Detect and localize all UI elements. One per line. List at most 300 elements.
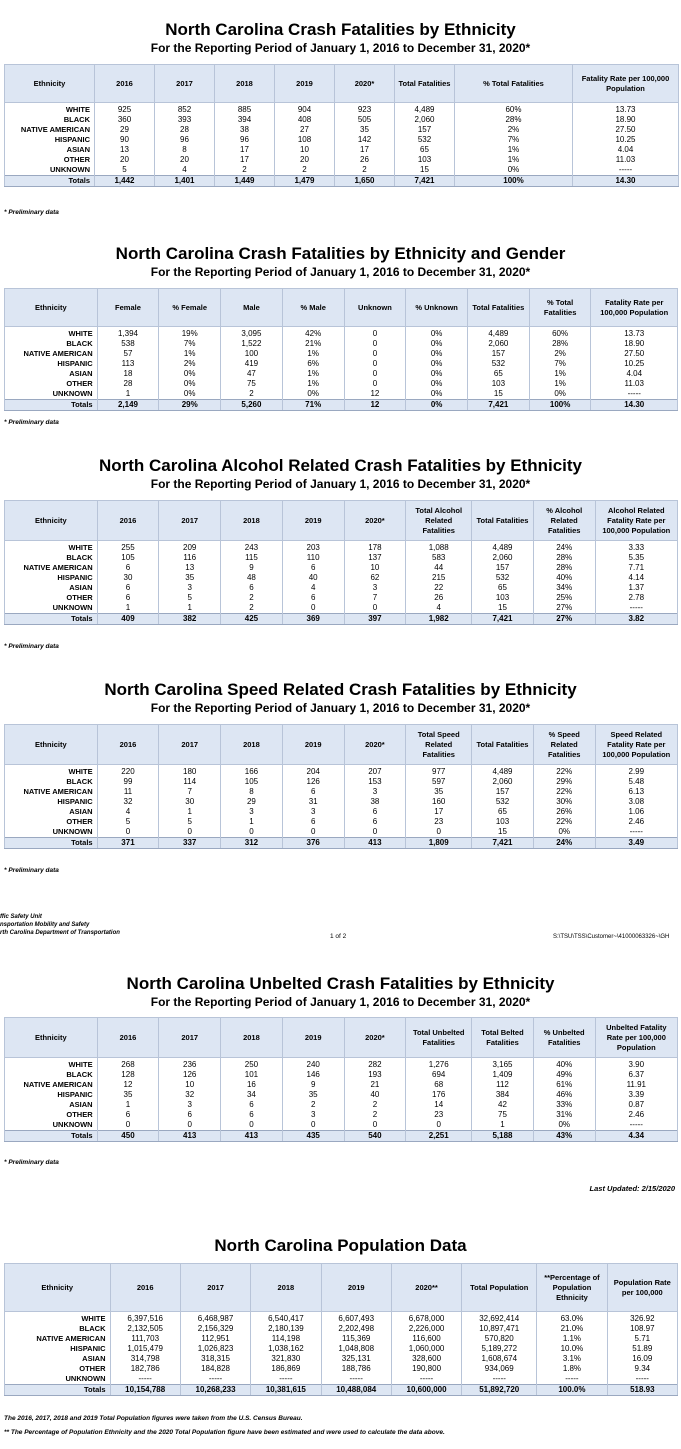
table-cell: 29% — [159, 400, 221, 411]
table-cell: 0 — [344, 1120, 406, 1131]
table-cell: 6,678,000 — [391, 1312, 461, 1325]
table-cell: 10,154,788 — [110, 1385, 180, 1396]
table-cell: 9 — [282, 1080, 344, 1090]
population-table — [4, 1263, 678, 1396]
table-cell: 2,149 — [97, 400, 159, 411]
table-cell: 904 — [275, 103, 335, 116]
table-cell: ----- — [591, 389, 678, 400]
table-cell: 7,421 — [472, 614, 534, 625]
table-cell: 325,131 — [321, 1354, 391, 1364]
table-cell: 2% — [529, 349, 591, 359]
table-cell: 0.87 — [595, 1100, 677, 1110]
table-cell: 6 — [97, 563, 159, 573]
table-cell: 49% — [533, 1070, 595, 1080]
preliminary-note: * Preliminary data — [4, 419, 59, 426]
table-cell: 0% — [406, 379, 468, 389]
table-cell: 116,600 — [391, 1334, 461, 1344]
table-cell: 318,315 — [180, 1354, 250, 1364]
table-cell: 10.25 — [591, 359, 678, 369]
table-row — [5, 563, 678, 573]
table-cell: 10.0% — [537, 1344, 607, 1354]
table-cell: 0 — [344, 327, 406, 340]
table-row — [5, 327, 678, 340]
table-cell: 9 — [221, 563, 283, 573]
table-cell: 32,692,414 — [462, 1312, 537, 1325]
column-header: Ethnicity — [5, 725, 98, 765]
table-cell: 28 — [155, 125, 215, 135]
table-cell: 7% — [529, 359, 591, 369]
table-row — [5, 1354, 678, 1364]
table-cell: 115,369 — [321, 1334, 391, 1344]
table-cell: 40% — [533, 1058, 595, 1071]
row-label: ASIAN — [5, 583, 98, 593]
table-cell: 9.34 — [607, 1364, 677, 1374]
table-cell: 0 — [97, 1120, 159, 1131]
table-row — [5, 593, 678, 603]
table-cell: 2,132,505 — [110, 1324, 180, 1334]
table-cell: 243 — [221, 541, 283, 554]
table-cell: 0 — [282, 1120, 344, 1131]
table-cell: 2 — [221, 389, 283, 400]
column-header: % Male — [282, 289, 344, 327]
table-cell: 35 — [159, 573, 221, 583]
row-label: HISPANIC — [5, 1090, 98, 1100]
crash-by-ethnicity-table — [4, 64, 679, 187]
table-cell: 44 — [406, 563, 472, 573]
column-header: Total Alcohol Related Fatalities — [406, 501, 472, 541]
table-cell: 5 — [159, 817, 221, 827]
table-cell: 7 — [159, 787, 221, 797]
table-cell: 1,276 — [406, 1058, 472, 1071]
table-cell: 207 — [344, 765, 406, 778]
table-cell: 0 — [344, 359, 406, 369]
table-cell: 47 — [221, 369, 283, 379]
column-header: 2017 — [159, 501, 221, 541]
row-label: UNKNOWN — [5, 1120, 98, 1131]
column-header: 2020* — [344, 725, 406, 765]
table-subtitle: For the Reporting Period of January 1, 2016 to December 31, 2020* — [150, 41, 531, 55]
table-cell: 11 — [97, 787, 159, 797]
table-cell: 7,421 — [395, 176, 455, 187]
table-cell: 5.35 — [595, 553, 677, 563]
table-cell: 505 — [335, 115, 395, 125]
table-cell: 5 — [97, 817, 159, 827]
table-title: North Carolina Alcohol Related Crash Fatalities by Ethnicity — [98, 456, 582, 475]
table-cell: 6 — [221, 1110, 283, 1120]
table-cell: 29% — [533, 777, 595, 787]
table-cell: ----- — [180, 1374, 250, 1385]
column-header: Ethnicity — [5, 289, 98, 327]
table-row — [5, 1364, 678, 1374]
column-header: Ethnicity — [5, 65, 95, 103]
table-cell: ----- — [573, 165, 679, 176]
table-subtitle: For the Reporting Period of January 1, 2016 to December 31, 2020* — [150, 265, 531, 279]
table-cell: 13.73 — [591, 327, 678, 340]
table-cell: 1,982 — [406, 614, 472, 625]
totals-row — [5, 1385, 678, 1396]
table-cell: 382 — [159, 614, 221, 625]
table-cell: 204 — [282, 765, 344, 778]
table-cell: 240 — [282, 1058, 344, 1071]
page-number: 1 of 2 — [330, 933, 347, 940]
table-cell: 12 — [97, 1080, 159, 1090]
column-header: Ethnicity — [5, 1018, 98, 1058]
table-cell: 100 — [221, 349, 283, 359]
column-header: **Percentage of Population Ethnicity — [537, 1264, 607, 1312]
table-cell: 328,600 — [391, 1354, 461, 1364]
totals-row — [5, 1131, 678, 1142]
column-header: 2020* — [335, 65, 395, 103]
section-crash-by-ethnicity — [0, 20, 681, 56]
table-cell: 1% — [159, 349, 221, 359]
table-cell: 6,468,987 — [180, 1312, 250, 1325]
row-label: Totals — [5, 176, 95, 187]
table-cell: 63.0% — [537, 1312, 607, 1325]
table-cell: 409 — [97, 614, 159, 625]
table-cell: 2 — [215, 165, 275, 176]
table-cell: 65 — [472, 807, 534, 817]
column-header: 2016 — [97, 1018, 159, 1058]
table-row — [5, 339, 678, 349]
table-cell: 16 — [221, 1080, 283, 1090]
table-cell: 75 — [472, 1110, 534, 1120]
table-cell: 166 — [221, 765, 283, 778]
table-cell: 4,489 — [395, 103, 455, 116]
table-cell: 153 — [344, 777, 406, 787]
table-cell: 2,060 — [468, 339, 530, 349]
table-cell: 0% — [533, 1120, 595, 1131]
table-cell: 13 — [159, 563, 221, 573]
table-cell: 0% — [406, 400, 468, 411]
table-cell: 1% — [455, 155, 573, 165]
table-cell: 1 — [472, 1120, 534, 1131]
table-cell: 1,479 — [275, 176, 335, 187]
table-cell: 2,060 — [395, 115, 455, 125]
table-cell: 4 — [406, 603, 472, 614]
table-cell: 1 — [97, 603, 159, 614]
table-title: North Carolina Speed Related Crash Fatalities by Ethnicity — [104, 680, 577, 699]
row-label: HISPANIC — [5, 573, 98, 583]
preliminary-note: * Preliminary data — [4, 643, 59, 650]
table-cell: 532 — [395, 135, 455, 145]
table-cell: 17 — [215, 155, 275, 165]
table-cell: 22% — [533, 817, 595, 827]
row-label: Totals — [5, 400, 98, 411]
column-header: 2016 — [95, 65, 155, 103]
table-cell: 8 — [221, 787, 283, 797]
section-crash-by-ethnicity-gender — [0, 244, 681, 280]
column-header: Unbelted Fatality Rate per 100,000 Population — [595, 1018, 677, 1058]
table-cell: 0% — [529, 389, 591, 400]
table-cell: 116 — [159, 553, 221, 563]
table-cell: 0 — [344, 349, 406, 359]
table-cell: 0% — [159, 389, 221, 400]
table-cell: 1,015,479 — [110, 1344, 180, 1354]
table-cell: 5,260 — [221, 400, 283, 411]
table-cell: 376 — [282, 838, 344, 849]
table-cell: 6,397,516 — [110, 1312, 180, 1325]
table-cell: 3 — [344, 583, 406, 593]
table-cell: 0 — [344, 827, 406, 838]
table-cell: 25% — [533, 593, 595, 603]
footer-dept: rth Carolina Department of Transportation — [0, 930, 120, 936]
section-unbelted — [0, 974, 681, 1010]
row-label: WHITE — [5, 103, 95, 116]
table-row — [5, 103, 679, 116]
table-cell: 923 — [335, 103, 395, 116]
table-cell: 23 — [406, 817, 472, 827]
table-cell: 15 — [395, 165, 455, 176]
table-cell: 0 — [344, 369, 406, 379]
preliminary-note: * Preliminary data — [4, 209, 59, 216]
row-label: ASIAN — [5, 145, 95, 155]
table-cell: 2 — [221, 603, 283, 614]
footer-unit: ffic Safety Unit — [0, 914, 42, 920]
column-header: Female — [97, 289, 159, 327]
table-cell: 0 — [344, 603, 406, 614]
table-cell: 977 — [406, 765, 472, 778]
table-cell: 2,156,329 — [180, 1324, 250, 1334]
table-cell: 1.8% — [537, 1364, 607, 1374]
table-cell: 33% — [533, 1100, 595, 1110]
table-cell: 6 — [344, 807, 406, 817]
table-cell: 21.0% — [537, 1324, 607, 1334]
table-cell: 28% — [455, 115, 573, 125]
table-cell: 1,088 — [406, 541, 472, 554]
table-cell: 450 — [97, 1131, 159, 1142]
table-cell: 24% — [533, 838, 595, 849]
table-cell: 12 — [344, 389, 406, 400]
table-cell: 110 — [282, 553, 344, 563]
table-cell: ----- — [462, 1374, 537, 1385]
table-cell: 128 — [97, 1070, 159, 1080]
table-cell: 0 — [159, 1120, 221, 1131]
row-label: NATIVE AMERICAN — [5, 125, 95, 135]
table-cell: 62 — [344, 573, 406, 583]
column-header: Total Fatalities — [468, 289, 530, 327]
table-cell: 4.34 — [595, 1131, 677, 1142]
table-cell: 6.13 — [595, 787, 677, 797]
table-cell: 0% — [406, 339, 468, 349]
table-cell: 413 — [344, 838, 406, 849]
table-cell: 2,060 — [472, 553, 534, 563]
table-cell: 24% — [533, 541, 595, 554]
table-row — [5, 115, 679, 125]
table-cell: 3 — [221, 807, 283, 817]
column-header: Alcohol Related Fatality Rate per 100,000 Population — [595, 501, 677, 541]
table-cell: 17 — [406, 807, 472, 817]
table-title: North Carolina Population Data — [214, 1236, 467, 1255]
column-header: 2019 — [282, 501, 344, 541]
table-cell: 0% — [406, 359, 468, 369]
table-cell: 4.14 — [595, 573, 677, 583]
table-cell: 6 — [97, 1110, 159, 1120]
table-cell: 11.91 — [595, 1080, 677, 1090]
row-label: BLACK — [5, 777, 98, 787]
table-cell: 3.39 — [595, 1090, 677, 1100]
table-cell: 2 — [344, 1110, 406, 1120]
table-cell: 20 — [95, 155, 155, 165]
table-cell: 220 — [97, 765, 159, 778]
table-cell: 6 — [97, 593, 159, 603]
table-row — [5, 1100, 678, 1110]
table-cell: 1,449 — [215, 176, 275, 187]
table-cell: 7 — [344, 593, 406, 603]
table-cell: 26 — [406, 593, 472, 603]
table-cell: 1,401 — [155, 176, 215, 187]
table-cell: 137 — [344, 553, 406, 563]
totals-row — [5, 400, 678, 411]
table-cell: 203 — [282, 541, 344, 554]
table-cell: 337 — [159, 838, 221, 849]
table-cell: 209 — [159, 541, 221, 554]
table-cell: 1.37 — [595, 583, 677, 593]
table-cell: 0 — [159, 827, 221, 838]
table-cell: 10 — [344, 563, 406, 573]
column-header: 2019 — [282, 1018, 344, 1058]
table-cell: 1,409 — [472, 1070, 534, 1080]
column-header: 2016 — [97, 501, 159, 541]
table-cell: 3.08 — [595, 797, 677, 807]
table-cell: 32 — [159, 1090, 221, 1100]
table-title: North Carolina Unbelted Crash Fatalities by Ethnicity — [126, 974, 555, 993]
table-cell: 1 — [97, 1100, 159, 1110]
column-header: % Female — [159, 289, 221, 327]
table-title: North Carolina Crash Fatalities by Ethnicity — [165, 20, 516, 39]
table-cell: 1,026,823 — [180, 1344, 250, 1354]
table-cell: 28% — [533, 553, 595, 563]
table-cell: ----- — [391, 1374, 461, 1385]
table-cell: 103 — [472, 593, 534, 603]
table-cell: 1.1% — [537, 1334, 607, 1344]
table-cell: 10 — [275, 145, 335, 155]
table-cell: 6 — [282, 787, 344, 797]
table-row — [5, 541, 678, 554]
table-cell: 5 — [159, 593, 221, 603]
table-cell: 112 — [472, 1080, 534, 1090]
table-cell: 0 — [97, 827, 159, 838]
table-cell: 3.33 — [595, 541, 677, 554]
table-cell: 114,198 — [251, 1334, 321, 1344]
table-cell: 1,060,000 — [391, 1344, 461, 1354]
table-cell: 180 — [159, 765, 221, 778]
table-cell: 393 — [155, 115, 215, 125]
table-row — [5, 125, 679, 135]
row-label: Totals — [5, 614, 98, 625]
table-row — [5, 145, 679, 155]
table-cell: 0 — [406, 1120, 472, 1131]
row-label: OTHER — [5, 817, 98, 827]
table-cell: 182,786 — [110, 1364, 180, 1374]
table-cell: 18 — [97, 369, 159, 379]
table-cell: 112,951 — [180, 1334, 250, 1344]
table-cell: 68 — [406, 1080, 472, 1090]
column-header: 2017 — [159, 1018, 221, 1058]
row-label: Totals — [5, 838, 98, 849]
table-cell: 34% — [533, 583, 595, 593]
table-cell: 38 — [344, 797, 406, 807]
column-header: Total Fatalities — [472, 501, 534, 541]
speed-related-table — [4, 724, 678, 849]
totals-row — [5, 176, 679, 187]
table-cell: 4.04 — [591, 369, 678, 379]
column-header: 2017 — [155, 65, 215, 103]
table-cell: 90 — [95, 135, 155, 145]
table-subtitle: For the Reporting Period of January 1, 2016 to December 31, 2020* — [150, 477, 531, 491]
table-cell: 4,489 — [472, 541, 534, 554]
table-cell: 934,069 — [462, 1364, 537, 1374]
column-header: 2017 — [180, 1264, 250, 1312]
table-row — [5, 817, 678, 827]
table-row — [5, 135, 679, 145]
row-label: NATIVE AMERICAN — [5, 563, 98, 573]
table-cell: 2 — [344, 1100, 406, 1110]
table-cell: 157 — [468, 349, 530, 359]
row-label: BLACK — [5, 1070, 98, 1080]
totals-row — [5, 838, 678, 849]
table-cell: 71% — [282, 400, 344, 411]
last-updated: Last Updated: 2/15/2020 — [589, 1184, 675, 1193]
table-cell: 2% — [455, 125, 573, 135]
table-cell: 57 — [97, 349, 159, 359]
column-header: % Speed Related Fatalities — [533, 725, 595, 765]
table-title: North Carolina Crash Fatalities by Ethnicity and Gender — [115, 244, 566, 263]
table-cell: 157 — [395, 125, 455, 135]
table-cell: 6 — [282, 817, 344, 827]
table-cell: 0 — [344, 379, 406, 389]
footer-division: nsportation Mobility and Safety — [0, 922, 90, 928]
population-note-1: The 2016, 2017, 2018 and 2019 Total Population figures were taken from the U.S. Census Bureau. — [4, 1415, 303, 1422]
table-cell: 114 — [159, 777, 221, 787]
table-cell: 0 — [344, 339, 406, 349]
table-row — [5, 379, 678, 389]
table-cell: 4 — [155, 165, 215, 176]
table-cell: 583 — [406, 553, 472, 563]
table-row — [5, 1090, 678, 1100]
table-cell: 6.37 — [595, 1070, 677, 1080]
table-cell: 113 — [97, 359, 159, 369]
table-cell: 1,048,808 — [321, 1344, 391, 1354]
table-cell: 3.49 — [595, 838, 677, 849]
column-header: Total Population — [462, 1264, 537, 1312]
table-cell: 1% — [455, 145, 573, 155]
table-cell: 532 — [468, 359, 530, 369]
table-cell: 0 — [282, 603, 344, 614]
table-cell: 5 — [95, 165, 155, 176]
table-cell: 0 — [282, 827, 344, 838]
table-row — [5, 1324, 678, 1334]
table-cell: ----- — [537, 1374, 607, 1385]
table-cell: 321,830 — [251, 1354, 321, 1364]
table-cell: 6,540,417 — [251, 1312, 321, 1325]
table-cell: 32 — [97, 797, 159, 807]
table-cell: 6 — [282, 563, 344, 573]
table-cell: 40% — [533, 573, 595, 583]
table-cell: 2% — [159, 359, 221, 369]
table-cell: 1% — [529, 369, 591, 379]
table-cell: 3 — [282, 1110, 344, 1120]
table-cell: 10,488,084 — [321, 1385, 391, 1396]
row-label: OTHER — [5, 155, 95, 165]
table-cell: 3,095 — [221, 327, 283, 340]
table-cell: 26% — [533, 807, 595, 817]
table-row — [5, 1374, 678, 1385]
table-cell: 255 — [97, 541, 159, 554]
table-cell: 65 — [472, 583, 534, 593]
column-header: Ethnicity — [5, 1264, 111, 1312]
table-cell: 435 — [282, 1131, 344, 1142]
column-header: Ethnicity — [5, 501, 98, 541]
